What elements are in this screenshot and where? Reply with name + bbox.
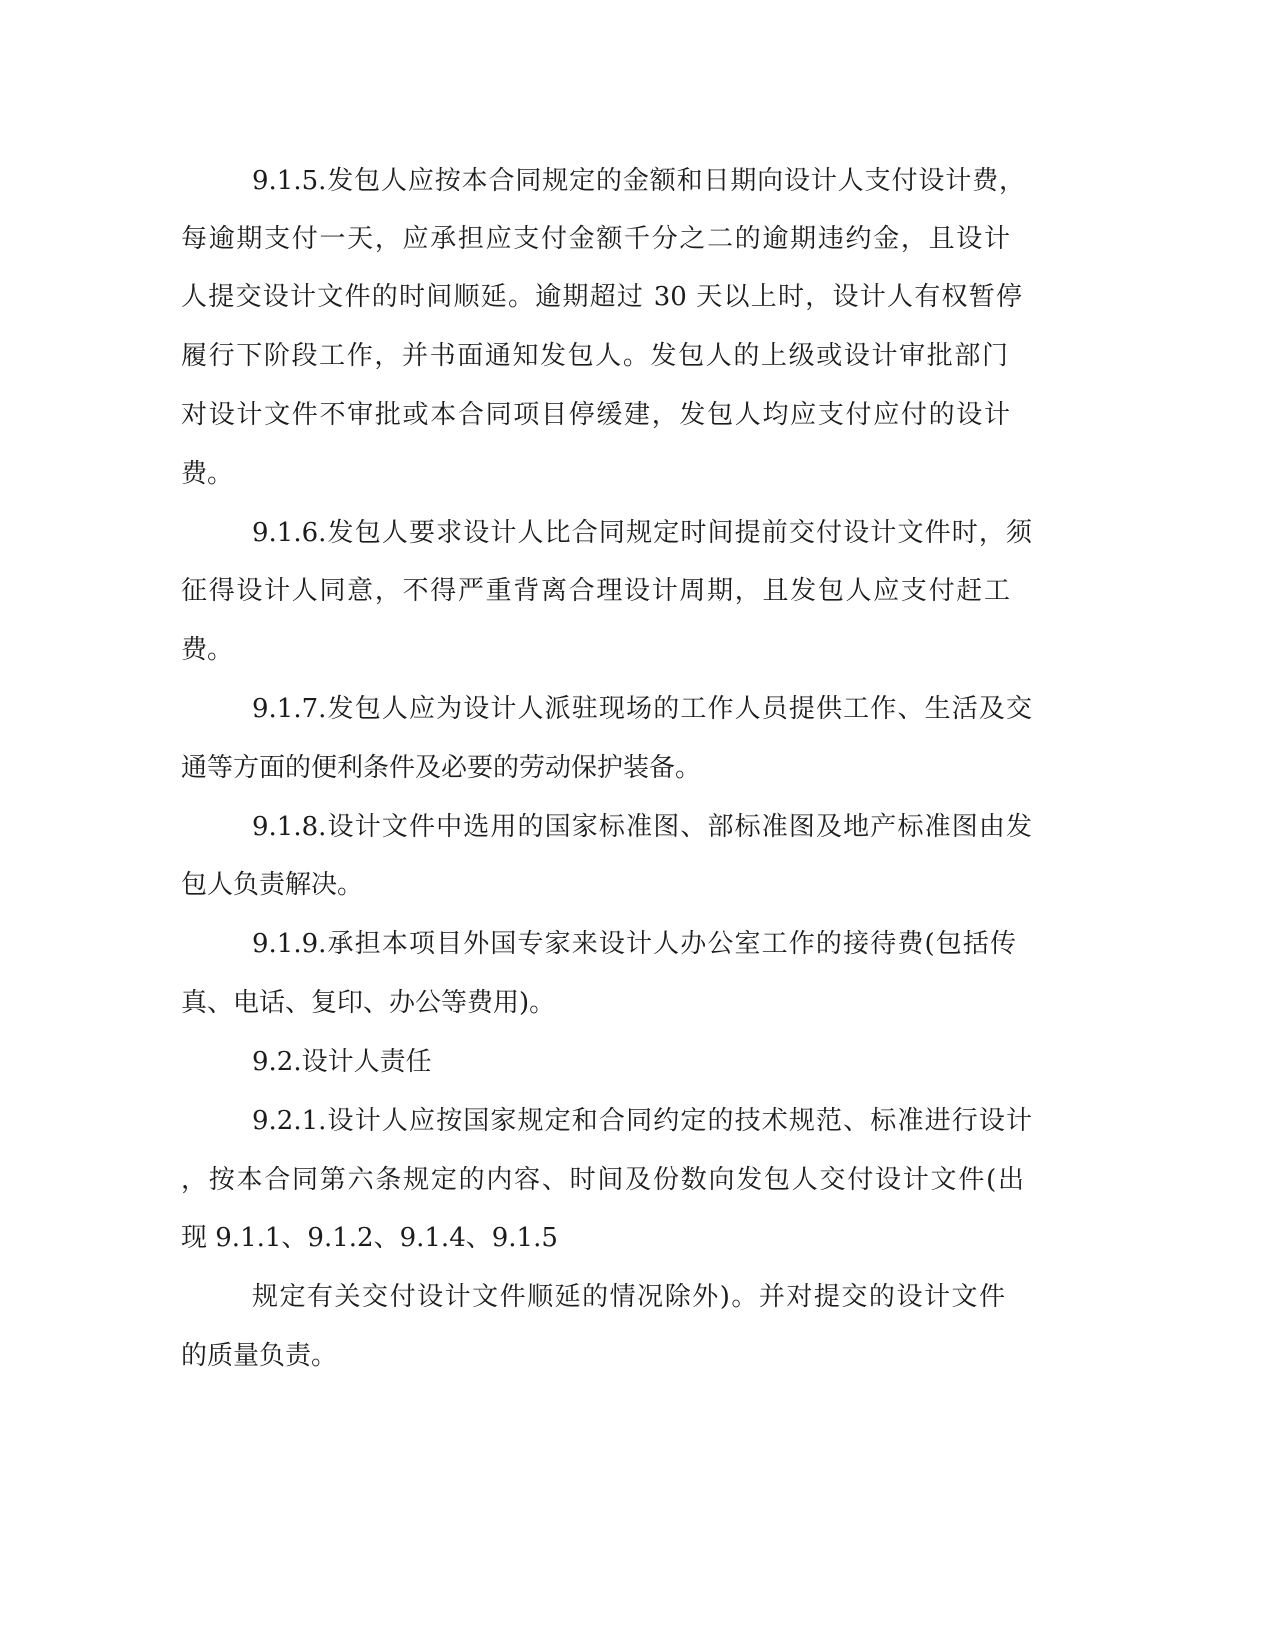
text-line-14: 9.1.9.承担本项目外国专家来设计人办公室工作的接待费(包括传 — [252, 929, 1016, 959]
text-line-17: 9.2.1.设计人应按国家规定和合同约定的技术规范、标准进行设计 — [252, 1106, 1032, 1136]
text-line-12: 9.1.8.设计文件中选用的国家标准图、部标准图及地产标准图由发 — [252, 812, 1032, 842]
text-line-13: 包人负责解决。 — [181, 870, 364, 900]
text-line-15: 真、电话、复印、办公等费用)。 — [181, 988, 556, 1018]
text-line-10: 9.1.7.发包人应为设计人派驻现场的工作人员提供工作、生活及交 — [252, 694, 1032, 724]
text-line-11: 通等方面的便利条件及必要的劳动保护装备。 — [181, 753, 702, 783]
text-line-9: 费。 — [181, 635, 234, 665]
text-line-16: 9.2.设计人责任 — [252, 1047, 432, 1077]
text-line-1: 9.1.5.发包人应按本合同规定的金额和日期向设计人支付设计费， — [252, 166, 1025, 196]
text-line-19: 现 9.1.1、9.1.2、9.1.4、9.1.5 — [181, 1223, 558, 1253]
text-line-21: 的质量负责。 — [181, 1341, 338, 1371]
text-line-20: 规定有关交付设计文件顺延的情况除外)。并对提交的设计文件 — [252, 1282, 1005, 1312]
text-line-2: 每逾期支付一天，应承担应支付金额千分之二的逾期违约金，且设计 — [181, 224, 1010, 254]
text-line-6: 费。 — [181, 459, 234, 489]
text-line-18: ，按本合同第六条规定的内容、时间及份数向发包人交付设计文件(出 — [181, 1165, 1024, 1195]
text-line-5: 对设计文件不审批或本合同项目停缓建，发包人均应支付应付的设计 — [181, 400, 1010, 430]
text-line-3: 人提交设计文件的时间顺延。逾期超过 30 天以上时，设计人有权暂停 — [181, 282, 1022, 312]
text-line-8: 征得设计人同意，不得严重背离合理设计周期，且发包人应支付赶工 — [181, 576, 1010, 606]
text-line-4: 履行下阶段工作，并书面通知发包人。发包人的上级或设计审批部门 — [181, 341, 1008, 371]
text-line-7: 9.1.6.发包人要求设计人比合同规定时间提前交付设计文件时，须 — [252, 518, 1032, 548]
